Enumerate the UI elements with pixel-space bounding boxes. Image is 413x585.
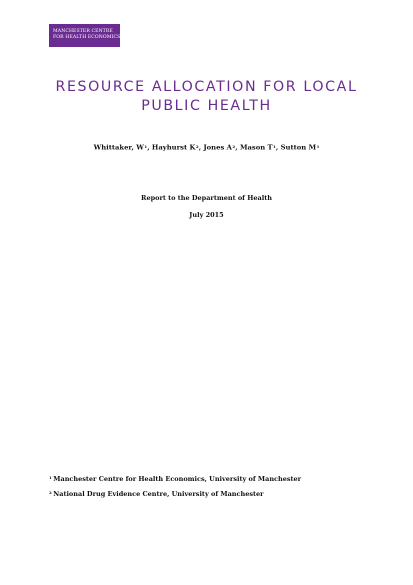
report-title [30, 78, 383, 116]
report-recipient: Report to the Department of Health [141, 194, 272, 202]
affiliation-text: Manchester Centre for Health Economics, University of Manchester [53, 475, 302, 483]
author-affiliation-mark: 2 [195, 144, 199, 149]
mche-logo [49, 24, 121, 47]
author-name: Mason T [239, 143, 273, 152]
author-name: Jones A [203, 143, 232, 152]
author-affiliation-mark: 1 [273, 144, 276, 149]
title-line-1: RESOURCE ALLOCATION FOR LOCAL [55, 79, 358, 95]
logo-centre-name [49, 24, 120, 47]
affiliation-2 [49, 488, 264, 499]
title-line-2: PUBLIC HEALTH [141, 98, 272, 114]
affiliation-number: 1 [49, 475, 52, 480]
author-affiliation-mark: 1 [316, 144, 320, 149]
affiliation-number: 2 [49, 490, 52, 495]
logo-line-1: MANCHESTER CENTRE [53, 29, 113, 34]
author-name: Sutton M [280, 143, 317, 152]
logo-line-2: FOR HEALTH ECONOMICS [53, 35, 121, 40]
author-name: Hayhurst K [151, 143, 196, 152]
author-name: Whittaker, W [93, 143, 144, 152]
author-list: Whittaker, $W^1$, Hayhurst $K^2$, Jones $A^2$, Mason $T^1$, Sutton $M^1$ [93, 143, 320, 152]
affiliation-text: National Drug Evidence Centre, University of Manchester [53, 490, 264, 498]
author-affiliation-mark: 1 [144, 144, 148, 149]
report-date: July 2015 [189, 211, 224, 219]
author-affiliation-mark: 2 [232, 144, 236, 149]
affiliation-1 [49, 473, 301, 484]
